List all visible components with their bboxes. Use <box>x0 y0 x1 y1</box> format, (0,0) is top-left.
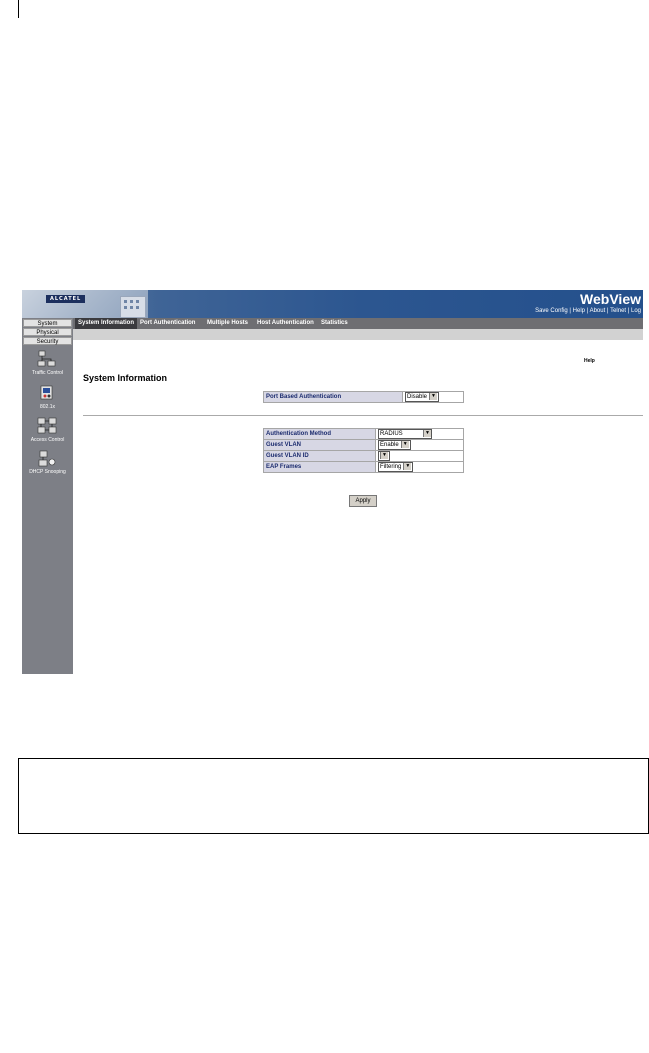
chevron-down-icon: ▼ <box>403 463 411 470</box>
guest-vlan-select[interactable]: Enable ▼ <box>378 440 411 450</box>
page-corner-mark <box>0 0 19 18</box>
save-config-link[interactable]: Save Config <box>535 308 568 314</box>
sidebar-tab-physical[interactable]: Physical <box>23 328 72 336</box>
header-banner <box>22 290 643 318</box>
eap-frames-label: EAP Frames <box>264 462 376 473</box>
tab-system-information[interactable]: System Information <box>75 318 137 329</box>
chevron-down-icon: ▼ <box>401 441 409 448</box>
tab-host-authentication[interactable]: Host Authentication <box>257 320 314 326</box>
divider <box>83 415 643 416</box>
tab-multiple-hosts[interactable]: Multiple Hosts <box>207 320 249 326</box>
about-link[interactable]: About <box>589 308 606 314</box>
sidebar <box>22 318 73 674</box>
port-auth-table <box>263 391 464 403</box>
auth-method-label: Authentication Method <box>264 429 376 440</box>
eap-frames-select[interactable]: Filtering ▼ <box>378 462 413 472</box>
port-based-auth-select[interactable]: Disable ▼ <box>405 392 439 402</box>
tab-port-authentication[interactable]: Port Authentication <box>140 320 196 326</box>
auth-settings-table <box>263 428 464 473</box>
telnet-link[interactable]: Telnet <box>610 308 627 314</box>
guest-vlan-id-select[interactable] <box>378 451 390 461</box>
sidebar-item-dhcp-snooping[interactable]: DHCP Snooping <box>29 469 66 475</box>
sub-toolbar <box>73 329 643 340</box>
port-based-auth-label: Port Based Authentication <box>264 392 403 403</box>
chevron-down-icon: ▼ <box>429 393 437 400</box>
dhcp-snooping-icon[interactable] <box>36 450 58 468</box>
guest-vlan-label: Guest VLAN <box>264 440 376 451</box>
tab-bar <box>73 318 643 329</box>
log-link[interactable]: Log <box>630 308 641 314</box>
building-icon <box>120 296 146 318</box>
note-box <box>18 758 649 834</box>
tab-statistics[interactable]: Statistics <box>321 320 348 326</box>
page-title: System Information <box>83 373 168 383</box>
sidebar-tab-system[interactable]: System <box>23 319 72 327</box>
sidebar-tab-security[interactable]: Security <box>23 337 72 345</box>
logo: ALCATEL <box>46 295 85 303</box>
chevron-down-icon: ▼ <box>423 430 431 437</box>
traffic-control-icon[interactable] <box>36 350 58 368</box>
webview-screenshot <box>22 290 643 674</box>
apply-button[interactable]: Apply <box>349 495 377 507</box>
chevron-down-icon: ▼ <box>380 452 388 459</box>
brand-title: WebView <box>580 291 641 307</box>
auth-method-select[interactable]: RADIUS ▼ <box>378 429 432 439</box>
sidebar-item-traffic-control[interactable]: Traffic Control <box>31 370 64 376</box>
sidebar-item-8021x[interactable]: 802.1x <box>39 404 55 410</box>
help-link-main[interactable]: Help <box>584 358 595 364</box>
8021x-icon[interactable] <box>36 384 58 402</box>
top-links: Save Config | Help | About | Telnet | Log <box>535 308 641 314</box>
logo-area <box>22 290 148 318</box>
guest-vlan-id-label: Guest VLAN ID <box>264 451 376 462</box>
help-link[interactable]: Help <box>572 308 586 314</box>
access-control-icon[interactable] <box>36 417 58 435</box>
sidebar-item-access-control[interactable]: Access Control <box>30 437 65 443</box>
